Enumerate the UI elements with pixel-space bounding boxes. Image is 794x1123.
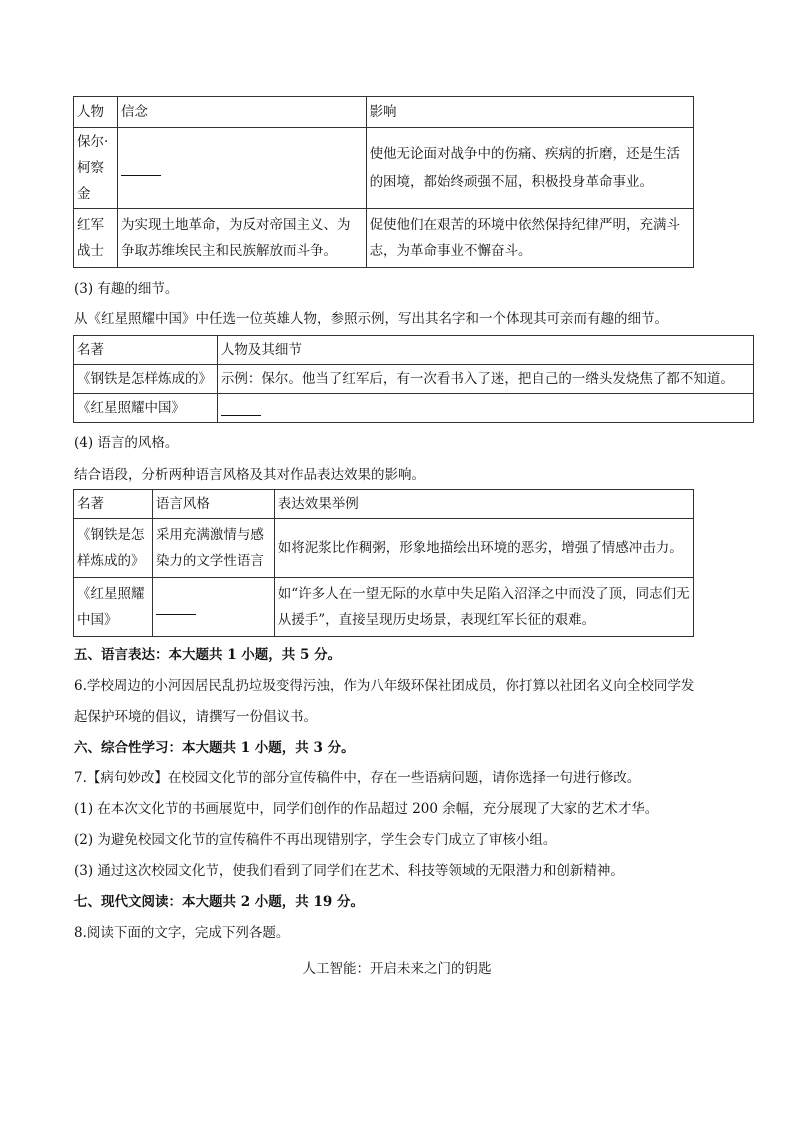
table-header-cell: 语言风格: [152, 490, 274, 519]
book-cell: 《红星照耀中国》: [74, 578, 153, 637]
influence-cell: 使他无论面对战争中的伤痛、疾病的折磨，还是生活的困境，都始终顽强不屈，积极投身革命事业。: [366, 128, 693, 209]
article-title: 人工智能：开启未来之门的钥匙: [302, 961, 492, 977]
answer-blank[interactable]: [156, 600, 196, 615]
person-cell: 红军战士: [74, 209, 118, 268]
table-header-cell: 人物及其细节: [217, 336, 753, 365]
answer-blank[interactable]: [221, 401, 261, 416]
table-row: [74, 394, 754, 423]
table-row: [74, 365, 754, 394]
book-cell: 《钢铁是怎样炼成的》: [74, 519, 153, 578]
style-answer-cell: [152, 578, 274, 637]
question-7-item-3: (3) 通过这次校园文化节，使我们看到了同学们在艺术、科技等领域的无限潜力和创新精神。: [74, 863, 624, 879]
table-row: [74, 209, 694, 268]
table-header-cell: 名著: [74, 490, 153, 519]
person-cell: 保尔·柯察金: [74, 128, 118, 209]
detail-answer-cell: [217, 394, 753, 423]
table-row: [74, 578, 694, 637]
detail-cell: 示例：保尔。他当了红军后，有一次看书入了迷，把自己的一绺头发烧焦了都不知道。: [217, 365, 753, 394]
instruction-text: 结合语段，分析两种语言风格及其对作品表达效果的影响。: [74, 467, 425, 483]
question-7-item-2: (2) 为避免校园文化节的宣传稿件不再出现错别字，学生会专门成立了审核小组。: [74, 832, 557, 848]
table-row: [74, 128, 694, 209]
answer-blank[interactable]: [121, 161, 161, 176]
table-header-row: [74, 490, 694, 519]
question-7-intro: 7.【病句妙改】在校园文化节的部分宣传稿件中，存在一些语病问题，请你选择一句进行修改。: [74, 770, 641, 786]
instruction-text: 从《红星照耀中国》中任选一位英雄人物，参照示例，写出其名字和一个体现其可亲而有趣的细节。: [74, 311, 668, 327]
section-heading-7: 七、现代文阅读：本大题共 2 小题，共 19 分。: [74, 894, 364, 910]
book-cell: 《红星照耀中国》: [74, 394, 218, 423]
table-header-cell: 信念: [117, 97, 366, 128]
section-heading: (4) 语言的风格。: [74, 435, 179, 451]
table-row: [74, 519, 694, 578]
effect-cell: 如“许多人在一望无际的水草中失足陷入沼泽之中而没了顶，同志们无从援手”，直接呈现历史场景，表现红军长征的艰难。: [274, 578, 693, 637]
question-6-line-1: 6.学校周边的小河因居民乱扔垃圾变得污浊，作为八年级环保社团成员，你打算以社团名义向全校同学发: [74, 678, 695, 694]
book-cell: 《钢铁是怎样炼成的》: [74, 365, 218, 394]
section-heading: (3) 有趣的细节。: [74, 281, 179, 297]
section-heading-5: 五、语言表达：本大题共 1 小题，共 5 分。: [74, 647, 342, 663]
style-table: [73, 489, 694, 637]
belief-cell: 为实现土地革命，为反对帝国主义、为争取苏维埃民主和民族解放而斗争。: [117, 209, 366, 268]
table-header-cell: 人物: [74, 97, 118, 128]
question-6-line-2: 起保护环境的倡议，请撰写一份倡议书。: [74, 709, 317, 725]
table-header-cell: 名著: [74, 336, 218, 365]
style-cell: 采用充满激情与感染力的文学性语言: [152, 519, 274, 578]
table-header-cell: 影响: [366, 97, 693, 128]
detail-table: [73, 335, 754, 423]
belief-answer-cell: [117, 128, 366, 209]
section-heading-6: 六、综合性学习：本大题共 1 小题，共 3 分。: [74, 740, 355, 756]
question-8-intro: 8.阅读下面的文字，完成下列各题。: [74, 925, 290, 941]
question-7-item-1: (1) 在本次文化节的书画展览中，同学们创作的作品超过 200 余幅，充分展现了大家的艺术才华。: [74, 801, 659, 817]
table-header-row: [74, 336, 754, 365]
table-header-row: [74, 97, 694, 128]
effect-cell: 如将泥浆比作稠粥，形象地描绘出环境的恶劣，增强了情感冲击力。: [274, 519, 693, 578]
influence-cell: 促使他们在艰苦的环境中依然保持纪律严明，充满斗志，为革命事业不懈奋斗。: [366, 209, 693, 268]
table-header-cell: 表达效果举例: [274, 490, 693, 519]
belief-table: [73, 96, 694, 268]
